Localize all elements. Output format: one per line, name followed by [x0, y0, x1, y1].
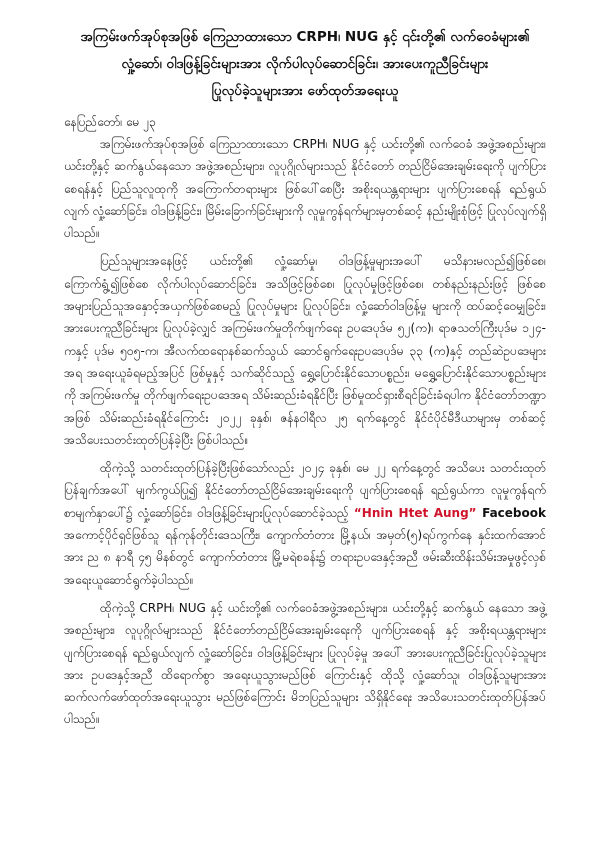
- paragraph-3-text-a: ထိုကဲ့သို့ သတင်းထုတ်ပြန်ခဲ့ပြီးဖြစ်သော်လည်း ၂၀၂၄ ခုနှစ်၊ မေ ၂၂ ရက်နေ့တွင် အသိပေး သတင်းထုတ်ပြန်ချက်အပေါ် မျက်ကွယ်ပြု၍ နိုင်ငံတော်တည်ငြိမ်အေးချမ်းရေးကို ပျက်ပြားစေရန် ရည်ရွယ်ကာ လူမှုကွန်ရက်စာမျက်နှာပေါ်၌ လှုံ့ဆော်ခြင်း၊ ဝါဒဖြန့်ခြင်းများပြုလုပ်ဆောင်ခဲ့သည့်: [64, 461, 546, 520]
- title-line-3: ပြုလုပ်ခဲ့သူများအား ဖော်ထုတ်အရေးယူ: [211, 83, 399, 99]
- paragraph-3-text-b: အကောင့်ပိုင်ရှင်ဖြစ်သူ ရန်ကုန်တိုင်းဒေသကြီး၊ ကျောက်တံတား မြို့နယ်၊ အမှတ်(၅)ရပ်ကွက်နေ နှင်းထက်အောင်အား ည ၈ နာရီ ၄၅ မိနစ်တွင် ကျောက်တံတား မြို့မရဲစခန်း၌ တရားဥပဒေနှင့်အညီ ဖမ်းဆီးထိန်းသိမ်းအမှုဖွင့်လှစ်အရေးယူဆောင်ရွက်ခဲ့ပါသည်။: [64, 528, 546, 587]
- document-page: [64, 24, 546, 737]
- paragraph-1: အကြမ်းဖက်အုပ်စုအဖြစ် ကြေညာထားသော CRPH၊ NUG နှင့် ယင်းတို့၏ လက်ဝေခံ အဖွဲ့အစည်းများ၊ ယင်းတို့နှင့် ဆက်နွယ်နေသော အဖွဲ့အစည်းများ၊ လူပုဂ္ဂိုလ်များသည် နိုင်ငံတော် တည်ငြိမ်အေးချမ်းရေးကို ပျက်ပြားစေရန်နှင့် ပြည်သူလူထုကို အကြောက်တရားများ ဖြစ်ပေါ်စေပြီး အစိုးရယန္တရားများ ပျက်ပြားစေရန် ရည်ရွယ်လျက် လှုံ့ဆော်ခြင်း၊ ဝါဒဖြန့်ခြင်း၊ မြိမ်းခြောက်ခြင်းများကို လူမှုကွန်ရက်များမှတစ်ဆင့် နည်းမျိုးစုံဖြင့် ပြုလုပ်လျက်ရှိပါသည်။: [64, 137, 546, 241]
- title-line-1: အကြမ်းဖက်အုပ်စုအဖြစ် ကြေညာထားသော CRPH၊ NUG နှင့် ၎င်းတို့၏ လက်ဝေခံများ၏: [80, 29, 530, 45]
- title-line-2: လှုံ့ဆော်၊ ဝါဒဖြန့်ခြင်းများအား လိုက်ပါလုပ်ဆောင်ခြင်း၊ အားပေးကူညီခြင်းများ: [121, 56, 489, 72]
- document-title: [64, 24, 546, 105]
- paragraph-4: ထိုကဲ့သို့ CRPH၊ NUG နှင့် ယင်းတို့၏ လက်ဝေခံအဖွဲ့အစည်းများ၊ ယင်းတို့နှင့် ဆက်နွယ် နေသော အဖွဲ့အစည်းများ၊ လူပုဂ္ဂိုလ်များသည် နိုင်ငံတော်တည်ငြိမ်အေးချမ်းရေးကို ပျက်ပြားစေရန် နှင့် အစိုးရယန္တရားများ ပျက်ပြားစေရန် ရည်ရွယ်လျက် လှုံ့ဆော်ခြင်း၊ ဝါဒဖြန့်ခြင်းများ ပြုလုပ်ခဲ့မှု အပေါ် အားပေးကူညီခြင်းပြုလုပ်ခဲ့သူများအား ဥပဒေနှင့်အညီ ထိရောက်စွာ အရေးယူသွားမည်ဖြစ် ကြောင်းနှင့် ထိုသို့ လှုံ့ဆော်သူ၊ ဝါဒဖြန့်သူများအား ဆက်လက်ဖော်ထုတ်အရေးယူသွား မည်ဖြစ်ကြောင်း မိဘပြည်သူများ သိရှိနိုင်ရေး အသိပေးသတင်းထုတ်ပြန်အပ်ပါသည်။: [64, 600, 546, 727]
- paragraph-2: ပြည်သူများအနေဖြင့် ယင်းတို့၏ လှုံ့ဆော်မှု၊ ဝါဒဖြန့်မှုများအပေါ် မသိနားမလည်၍ဖြစ်စေ၊ ကြောက်ရွံ့၍ဖြစ်စေ လိုက်ပါလုပ်ဆောင်ခြင်း၊ အသိဖြင့်ဖြစ်စေ၊ ပြုလုပ်မှုဖြင့်ဖြစ်စေ၊ တစ်နည်းနည်းဖြင့် ဖြစ်စေ အများပြည်သူအနှောင့်အယှက်ဖြစ်စေမည့် ပြုလုပ်မှုများ ပြုလုပ်ခြင်း၊ လှုံ့ဆော်ဝါဒဖြန့်မှု များကို ထပ်ဆင့်ဝေမျှခြင်း၊ အားပေးကူညီခြင်းများ ပြုလုပ်ခဲ့လျှင် အကြမ်းဖက်မှုတိုက်ဖျက်ရေး ဥပဒေပုဒ်မ ၅၂(က)၊ ရာဇသတ်ကြီးပုဒ်မ ၁၂၄-ကနှင့် ပုဒ်မ ၅၀၅-က၊ အီလက်ထရောနစ်ဆက်သွယ် ဆောင်ရွက်ရေးဥပဒေပုဒ်မ ၃၃ (က)နှင့် တည်ဆဲဥပဒေများအရ အရေးယူခံရမည့်အပြင် ဖြစ်မှုနှင့် သက်ဆိုင်သည့် ရွှေ့ပြောင်းနိုင်သောပစ္စည်း၊ မရွှေ့ပြောင်းနိုင်သောပစ္စည်းများကို အကြမ်းဖက်မှု တိုက်ဖျက်ရေးဥပဒေအရ သိမ်းဆည်းခံရနိုင်ပြီး ဖြစ်မှုထင်ရှားစီရင်ခြင်းခံရပါက နိုင်ငံတော်ဘဏ္ဍာ အဖြစ် သိမ်းဆည်းခံရနိုင်ကြောင်း ၂၀၂၂ ခုနှစ်၊ ဇန်နဝါရီလ ၂၅ ရက်နေ့တွင် နိုင်ငံပိုင်မီဒီယာများမှ တစ်ဆင့် အသိပေးသတင်းထုတ်ပြန်ခဲ့ပြီး ဖြစ်ပါသည်။: [64, 254, 546, 447]
- facebook-label: Facebook: [476, 505, 546, 520]
- paragraph-3: [64, 457, 546, 591]
- dateline: နေပြည်တော်၊ မေ ၂၃: [64, 115, 156, 129]
- facebook-account-name: “Hnin Htet Aung”: [353, 505, 477, 520]
